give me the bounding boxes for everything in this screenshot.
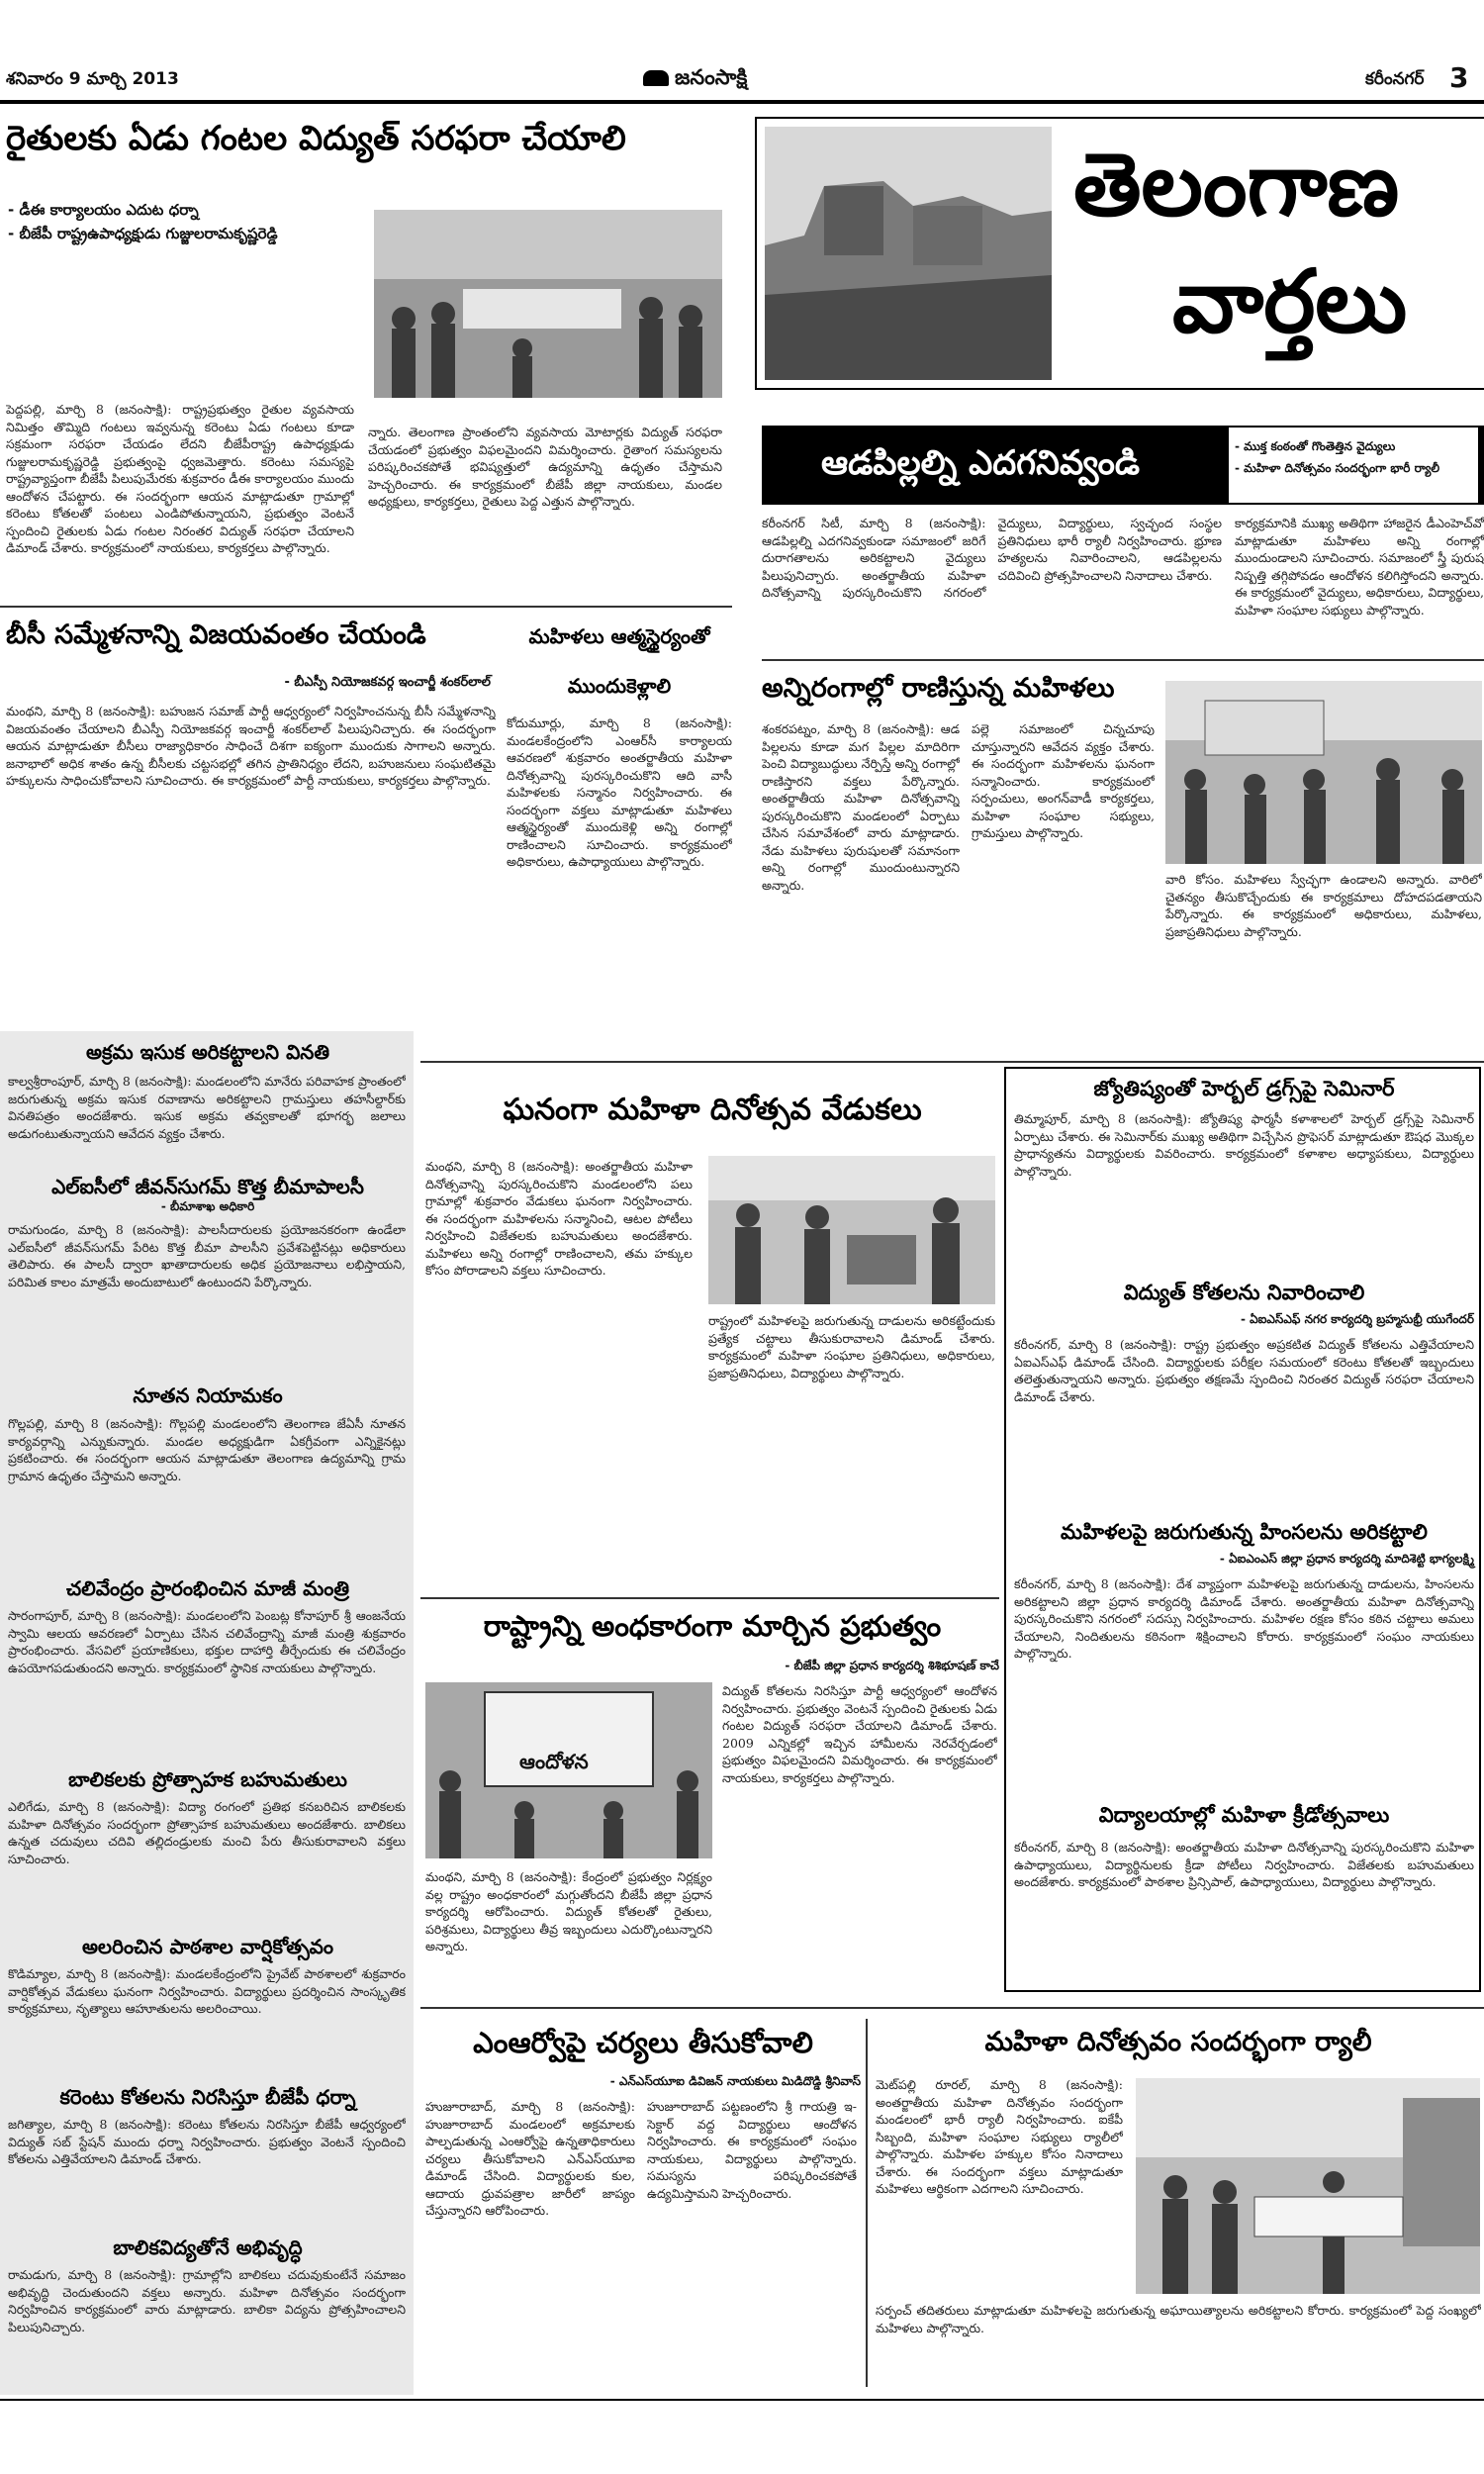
masthead-rule — [0, 100, 1484, 104]
divider — [420, 1597, 999, 1599]
paper-logo-icon — [643, 70, 669, 86]
power-supply-bullets — [8, 198, 374, 245]
girls-prize-headline: బాలికలకు ప్రోత్సాహక బహుమతులు — [68, 1767, 347, 1791]
appointment-body: గొల్లపల్లి, మార్చి 8 (జనంసాక్షి): గొల్లపల్లి మండలంలోని తెలంగాణ జేఏసీ నూతన కార్యవర్గాన్ని ఎన్నుకున్నారు. మండల అధ్యక్షుడిగా ఏకగ్రీవంగా ఎన్నికైనట్లు ప్రకటించారు. ఈ సందర్భంగా ఆయన మాట్లాడుతూ తెలంగాణ ఉద్యమాన్ని గ్రామ గ్రామాన ఉధృతం చేస్తామని అన్నారు. — [8, 1416, 406, 1483]
divider — [762, 659, 1484, 661]
power-supply-body-cont: న్నారు. తెలంగాణ ప్రాంతంలోని వ్యవసాయ మోటార్లకు విద్యుత్ సరఫరా చేయడంలో ప్రభుత్వం విఫలమైందని విమర్శించారు. రైతాంగ సమస్యలను పరిష్కరించకపోతే భవిష్యత్తులో ఉద్యమాన్ని ఉధృతం చేస్తామని హెచ్చరించారు. ఈ కార్యక్రమంలో బీజేపీ జిల్లా నాయకులు, మండల అధ్యక్షులు, కార్యకర్తలు, రైతులు పెద్ద ఎత్తున పాల్గొన్నారు. — [368, 425, 722, 509]
power-cuts-body: కరీంనగర్, మార్చి 8 (జనంసాక్షి): రాష్ట్ర ప్రభుత్వం అప్రకటిత విద్యుత్ కోతలను ఎత్తివేయాలని ఏఐఎస్ఎఫ్ డిమాండ్ చేసింది. విద్యార్థులకు పరీక్షల సమయంలో కరెంటు కోతలతో ఇబ్బందులు తలెత్తుతున్నాయని అన్నారు. ప్రభుత్వం తక్షణమే స్పందించి నిరంతర విద్యుత్ సరఫరా చేయాలని డిమాండ్ చేశారు. — [1014, 1337, 1474, 1404]
power-dharna-headline: కరెంటు కోతలను నిరసిస్తూ బీజేపీ ధర్నా — [59, 2085, 356, 2109]
divider — [420, 2007, 1484, 2009]
meeting-photo — [1165, 681, 1482, 864]
divider — [0, 606, 732, 608]
sports-body: కరీంనగర్, మార్చి 8 (జనంసాక్షి): అంతర్జాతీయ మహిళా దినోత్సవాన్ని పురస్కరించుకొని మహిళా ఉపాధ్యాయులు, విద్యార్థినులకు క్రీడా పోటీలు నిర్వహించారు. విజేతలకు బహుమతులు అందజేశారు. కార్యక్రమంలో పాఠశాల ప్రిన్సిపాల్, ఉపాధ్యాయులు, విద్యార్థులు పాల్గొన్నారు. — [1014, 1840, 1474, 1889]
power-supply-body: పెద్దపల్లి, మార్చి 8 (జనంసాక్షి): రాష్ట్రప్రభుత్వం రైతుల వ్యవసాయ నిమిత్తం తొమ్మిది గంటలు ఇవ్వనున్న కరెంటు ఏడు గంటలు కూడా సక్రమంగా సరఫరా చేయడం లేదని బీజేపీరాష్ట్ర ఉపాధ్యక్షుడు గుజ్జులరామకృష్ణరెడ్డి ప్రభుత్వంపై ధ్వజమెత్తారు. కరెంటు సమస్యపై రాష్ట్రవ్యాప్తంగా బీజేపీ పిలుపుమేరకు శుక్రవారం డీఈ కార్యాలయం ముందు ఆందోళన చేపట్టారు. ఈ సందర్భంగా ఆయన మాట్లాడుతూ గ్రామాల్లో కరెంటు కోతలతో పంటలు ఎండిపోతున్నాయని, ప్రభుత్వం వెంటనే స్పందించి రైతులకు ఏడు గంటల నిరంతర విద్యుత్ సరఫరా చేయాలని డిమాండ్ చేశారు. కార్యక్రమంలో నాయకులు, కార్యకర్తలు పాల్గొన్నారు. — [6, 402, 354, 555]
sports-headline: విద్యాలయాల్లో మహిళా క్రీడోత్సవాలు — [1098, 1803, 1390, 1827]
masthead — [0, 61, 1484, 101]
mro-body2: హుజూరాబాద్ పట్టణంలోని శ్రీ గాయత్రి ఇ-సెక్టార్ వద్ద విద్యార్థులు ఆందోళన నిర్వహించారు. ఈ కార్యక్రమంలో సంఘం నాయకులు, విద్యార్థులు పాల్గొన్నారు. సమస్యను పరిష్కరించకపోతే ఉద్యమిస్తామని హెచ్చరించారు. — [647, 2099, 857, 2201]
feature-banner — [755, 117, 1484, 390]
women-confidence-body: కోదుమూర్లు, మార్చి 8 (జనంసాక్షి): మండలకేంద్రంలోని ఎంఆర్‌సీ కార్యాలయ ఆవరణలో శుక్రవారం అంతర్జాతీయ మహిళా దినోత్సవాన్ని పురస్కరించుకొని ఆది వాసీ మహిళలకు సన్మానం నిర్వహించారు. ఈ సందర్భంగా వక్తలు మాట్లాడుతూ మహిళలు ఆత్మస్థైర్యంతో ముందుకెళ్లి అన్ని రంగాల్లో రాణించాలని సూచించారు. కార్యక్రమంలో అధికారులు, ఉపాధ్యాయులు పాల్గొన్నారు. — [507, 715, 732, 869]
save-girls-header — [762, 426, 1484, 505]
save-girls-headline: ఆడపిల్లల్ని ఎదగనివ్వండి — [821, 443, 1140, 483]
lic-byline: - బీమాశాఖ అధికారి — [160, 1199, 255, 1213]
bullet-line: - డీఈ కార్యాలయం ఎదుట ధర్నా — [8, 201, 199, 219]
rally-body: మెట్‌పల్లి రూరల్, మార్చి 8 (జనంసాక్షి): అంతర్జాతీయ మహిళా దినోత్సవం సందర్భంగా మండలంలో భారీ ర్యాలీ నిర్వహించారు. ఐకేపీ సిబ్బంది, మహిళా సంఘాల సభ్యులు ర్యాలీలో పాల్గొన్నారు. మహిళల హక్కుల కోసం నినాదాలు చేశారు. ఈ సందర్భంగా వక్తలు మాట్లాడుతూ మహిళలు ఆర్థికంగా ఎదగాలని సూచించారు. — [876, 2077, 1123, 2196]
masthead-paper-name: జనంసాక్షి — [643, 65, 747, 95]
school-anniv-headline: అలరించిన పాఠశాల వార్షికోత్సవం — [81, 1935, 334, 1958]
womens-day-body: మంథని, మార్చి 8 (జనంసాక్షి): అంతర్జాతీయ మహిళా దినోత్సవాన్ని పురస్కరించుకొని మండలంలోని పలు గ్రామాల్లో శుక్రవారం వేడుకలు ఘనంగా నిర్వహించారు. ఈ సందర్భంగా మహిళలను సన్మానించి, ఆటల పోటీలు నిర్వహించి విజేతలకు బహుమతులు అందజేశారు. మహిళలు అన్ని రంగాల్లో రాణించాలని, తమ హక్కుల కోసం పోరాడాలని వక్తలు సూచించారు. — [425, 1159, 693, 1278]
page-bottom-rule — [0, 2399, 1484, 2401]
bc-meeting-body: మంథని, మార్చి 8 (జనంసాక్షి): బహుజన సమాజ్ పార్టీ ఆధ్వర్యంలో నిర్వహించనున్న బీసీ సమ్మేళనాన్ని విజయవంతం చేయాలని బీఎస్పీ నియోజకవర్గ ఇంచార్జీ శంకర్‌లాల్ పిలుపునిచ్చారు. ఈ సందర్భంగా ఆయన మాట్లాడుతూ బీసీలు రాజ్యాధికారం సాధించే దిశగా ఐక్యంగా ముందుకు సాగాలని అన్నారు. జనాభాలో అధిక శాతం ఉన్న బీసీలకు చట్టసభల్లో తగిన ప్రాతినిధ్యం లేదని, బహుజనులు సంఘటితమై హక్కులను సాధించుకోవాలని సూచించారు. ఈ కార్యక్రమంలో పార్టీ నాయకులు, కార్యకర్తలు పాల్గొన్నారు. — [6, 704, 496, 788]
power-cuts-byline: - ఏఐఎస్ఎఫ్ నగర కార్యదర్శి బ్రహ్మసుభ్రీ యుగేందర్ — [1240, 1312, 1474, 1326]
save-girls-bullets — [1227, 426, 1480, 505]
mro-headline: ఎంఆర్వోపై చర్యలు తీసుకోవాలి — [473, 2026, 813, 2059]
bc-meeting-headline: బీసీ సమ్మేళనాన్ని విజయవంతం చేయండి — [6, 619, 426, 650]
rally-body2: సర్పంచ్ తదితరులు మాట్లాడుతూ మహిళలపై జరుగుతున్న అఘాయిత్యాలను అరికట్టాలని కోరారు. కార్యక్రమంలో పెద్ద సంఖ్యలో మహిళలు పాల్గొన్నారు. — [876, 2303, 1481, 2335]
bullet-line: - మహిళా దినోత్సవం సందర్భంగా భారీ ర్యాలీ — [1235, 461, 1440, 475]
appointment-headline: నూతన నియామకం — [133, 1383, 283, 1407]
violence-headline: మహిళలపై జరుగుతున్న హింసలను అరికట్టాలి — [1061, 1520, 1428, 1544]
sand-body: కాల్వశ్రీరాంపూర్, మార్చి 8 (జనంసాక్షి): మండలంలోని మానేరు పరివాహక ప్రాంతంలో జరుగుతున్న అక్రమ ఇసుక రవాణాను అరికట్టాలని గ్రామస్తులు తహసీల్దార్‌కు వినతిపత్రం అందజేశారు. ఇసుక అక్రమ తవ్వకాలతో భూగర్భ జలాలు అడుగంటుతున్నాయని ఆవేదన వ్యక్తం చేశారు. — [8, 1074, 406, 1141]
violence-body: కరీంనగర్, మార్చి 8 (జనంసాక్షి): దేశ వ్యాప్తంగా మహిళలపై జరుగుతున్న దాడులను, హింసలను అరికట్టాలని జిల్లా ప్రధాన కార్యదర్శి డిమాండ్ చేశారు. అంతర్జాతీయ మహిళా దినోత్సవాన్ని పురస్కరించుకొని నగరంలో సదస్సు నిర్వహించారు. మహిళల రక్షణ కోసం కఠిన చట్టాలు అమలు చేయాలని, నిందితులను కఠినంగా శిక్షించాలని కోరారు. కార్యక్రమంలో సంఘం నాయకులు పాల్గొన్నారు. — [1014, 1576, 1474, 1661]
power-cuts-headline: విద్యుత్ కోతలను నివారించాలి — [1123, 1281, 1365, 1304]
banner-title-line1: తెలంగాణ — [1073, 134, 1400, 236]
womens-day-headline: ఘనంగా మహిళా దినోత్సవ వేడుకలు — [503, 1093, 922, 1127]
lic-headline: ఎల్ఐసీలో జీవన్‌సుగమ్ కొత్త బీమాపాలసీ — [51, 1175, 364, 1198]
minister-body: సారంగాపూర్, మార్చి 8 (జనంసాక్షి): మండలంలోని పెంబట్ల కోనాపూర్ శ్రీ ఆంజనేయ స్వామి ఆలయ ఆవరణలో ఏర్పాటు చేసిన చలివేంద్రాన్ని మాజీ మంత్రి శుక్రవారం ప్రారంభించారు. వేసవిలో ప్రయాణికులు, భక్తుల దాహార్తి తీర్చేందుకు ఈ చలివేంద్రం ఉపయోగపడుతుందని అన్నారు. కార్యక్రమంలో స్థానిక నాయకులు పాల్గొన్నారు. — [8, 1608, 406, 1675]
girls-education-headline: బాలికవిద్యతోనే అభివృద్ధి — [113, 2236, 303, 2259]
darkness-byline: - బీజేపీ జిల్లా ప్రధాన కార్యదర్శి శిశిభూషణ్ కాచే — [785, 1659, 999, 1672]
bullet-line: - బీజేపీ రాష్ట్రఉపాధ్యక్షుడు గుజ్జులరామకృష్ణరెడ్డి — [8, 225, 278, 242]
darkness-body2: విద్యుత్ కోతలను నిరసిస్తూ పార్టీ ఆధ్వర్యంలో ఆందోళన నిర్వహించారు. ప్రభుత్వం వెంటనే స్పందించి రైతులకు ఏడు గంటల విద్యుత్ సరఫరా చేయాలని డిమాండ్ చేశారు. 2009 ఎన్నికల్లో ఇచ్చిన హామీలను నెరవేర్చడంలో ప్రభుత్వం విఫలమైందని విమర్శించారు. ఈ కార్యక్రమంలో నాయకులు, కార్యకర్తలు పాల్గొన్నారు. — [722, 1683, 997, 1785]
violence-byline: - ఏఐఎంఎస్ జిల్లా ప్రధాన కార్యదర్శి మాదిశెట్టి భాగ్యలక్ష్మి — [1219, 1552, 1474, 1566]
column-divider — [866, 2019, 868, 2387]
darkness-banner-text: ఆందోళన — [519, 1750, 589, 1773]
women-excel-headline: అన్నిరంగాల్లో రాణిస్తున్న మహిళలు — [762, 673, 1115, 704]
darkness-body: మంథని, మార్చి 8 (జనంసాక్షి): కేంద్రంలో ప్రభుత్వం నిర్లక్ష్యం వల్ల రాష్ట్రం అంధకారంలో మగ్గుతోందని బీజేపీ జిల్లా ప్రధాన కార్యదర్శి ఆరోపించారు. విద్యుత్ కోతలతో రైతులు, పరిశ్రమలు, విద్యార్థులు తీవ్ర ఇబ్బందులు ఎదుర్కొంటున్నారని అన్నారు. — [425, 1869, 712, 1953]
women-confidence-headline: మహిళలు ఆత్మస్థైర్యంతో ముందుకెళ్లాలి — [528, 624, 710, 698]
women-excel-body2: పల్లె సమాజంలో చిన్నచూపు చూస్తున్నారని ఆవేదన వ్యక్తం చేశారు. ఈ సందర్భంగా మహిళలను ఘనంగా సన్మానించారు. కార్యక్రమంలో సర్పంచులు, అంగన్‌వాడీ కార్యకర్తలు, మహిళా సంఘాల సభ్యులు, గ్రామస్తులు పాల్గొన్నారు. — [972, 721, 1155, 840]
sand-headline: అక్రమ ఇసుక అరికట్టాలని వినతి — [86, 1040, 329, 1064]
darkness-photo — [425, 1682, 712, 1858]
banner-title-line2: వార్తలు — [1172, 250, 1408, 352]
women-excel-body3: వారి కోసం. మహిళలు స్వేచ్ఛగా ఉండాలని అన్నారు. వారిలో చైతన్యం తీసుకొచ్చేందుకు ఈ కార్యక్రమాలు దోహదపడతాయని పేర్కొన్నారు. ఈ కార్యక్రమంలో అధికారులు, మహిళలు, ప్రజాప్రతినిధులు పాల్గొన్నారు. — [1165, 872, 1482, 939]
rally-photo — [1136, 2078, 1480, 2294]
lic-body: రామగుండం, మార్చి 8 (జనంసాక్షి): పాలసీదారులకు ప్రయోజనకరంగా ఉండేలా ఎల్ఐసీలో జీవన్‌సుగమ్ పేరిట కొత్త బీమా పాలసీని ప్రవేశపెట్టినట్లు అధికారులు తెలిపారు. ఈ పాలసీ ద్వారా ఖాతాదారులకు అధిక ప్రయోజనాలు లభిస్తాయని, పరిమిత కాలం మాత్రమే అందుబాటులో ఉంటుందని పేర్కొన్నారు. — [8, 1222, 406, 1289]
save-girls-body: కరీంనగర్ సిటీ, మార్చి 8 (జనంసాక్షి): ఆడపిల్లల్ని ఎదగనివ్వకుండా సమాజంలో జరిగే దురాగతాలను అరికట్టాలని వైద్యులు పిలుపునిచ్చారు. అంతర్జాతీయ మహిళా దినోత్సవాన్ని పురస్కరించుకొని నగరంలో వైద్యులు, విద్యార్థులు, స్వచ్ఛంద సంస్థల ప్రతినిధులు భారీ ర్యాలీ నిర్వహించారు. భ్రూణ హత్యలను నివారించాలని, ఆడపిల్లలను చదివించి ప్రోత్సహించాలని నినాదాలు చేశారు. — [762, 516, 1222, 600]
dharna-photo — [374, 210, 722, 398]
divider — [420, 1061, 1484, 1063]
women-excel-body: శంకరపట్నం, మార్చి 8 (జనంసాక్షి): ఆడ పిల్లలను కూడా మగ పిల్లల మాదిరిగా పెంచి విద్యాబుద్ధులు నేర్పిస్తే అన్ని రంగాల్లో రాణిస్తారని వక్తలు పేర్కొన్నారు. అంతర్జాతీయ మహిళా దినోత్సవాన్ని పురస్కరించుకొని మండలంలో ఏర్పాటు చేసిన సమావేశంలో వారు మాట్లాడారు. నేడు మహిళలు పురుషులతో సమానంగా అన్ని రంగాల్లో ముందుంటున్నారని అన్నారు. — [762, 721, 960, 893]
mro-byline: - ఎన్ఎస్‌యూఐ డివిజన్ నాయకులు మిడిదొడ్డి శ్రీనివాస్ — [609, 2074, 861, 2088]
power-dharna-body: జగిత్యాల, మార్చి 8 (జనంసాక్షి): కరెంటు కోతలను నిరసిస్తూ బీజేపీ ఆధ్వర్యంలో విద్యుత్ సబ్ స్టేషన్ ముందు ధర్నా నిర్వహించారు. ప్రభుత్వం వెంటనే స్పందించి కోతలను ఎత్తివేయాలని డిమాండ్ చేశారు. — [8, 2117, 406, 2166]
astrology-body: తిమ్మాపూర్, మార్చి 8 (జనంసాక్షి): జ్యోతిష్య ఫార్మసీ కళాశాలలో హెర్బల్ డ్రగ్స్‌పై సెమినార్ ఏర్పాటు చేశారు. ఈ సెమినార్‌కు ముఖ్య అతిథిగా విచ్చేసిన ప్రొఫెసర్ మాట్లాడుతూ ఔషధ మొక్కల ప్రాధాన్యతను విద్యార్థులకు వివరించారు. కార్యక్రమంలో కళాశాల అధ్యాపకులు, విద్యార్థులు పాల్గొన్నారు. — [1014, 1111, 1474, 1179]
masthead-edition: కరీంనగర్ — [1365, 69, 1425, 89]
rally-headline: మహిళా దినోత్సవం సందర్భంగా ర్యాలీ — [984, 2027, 1372, 2057]
power-supply-headline: రైతులకు ఏడు గంటల విద్యుత్ సరఫరా చేయాలి — [6, 119, 626, 158]
astrology-headline: జ్యోతిష్యంతో హెర్బల్ డ్రగ్స్‌పై సెమినార్ — [1093, 1077, 1395, 1100]
girls-education-body: రామడుగు, మార్చి 8 (జనంసాక్షి): గ్రామాల్లోని బాలికలు చదువుకుంటేనే సమాజం అభివృద్ధి చెందుతుందని వక్తలు అన్నారు. మహిళా దినోత్సవం సందర్భంగా నిర్వహించిన కార్యక్రమంలో వారు మాట్లాడారు. బాలికా విద్యను ప్రోత్సహించాలని పిలుపునిచ్చారు. — [8, 2267, 406, 2334]
womens-day-photo — [708, 1156, 995, 1304]
bc-meeting-byline: - బీఎస్పీ నియోజకవర్గ ఇంచార్జీ శంకర్‌లాల్ — [284, 675, 491, 690]
page-number: 3 — [1449, 61, 1469, 94]
fort-photo — [765, 127, 1052, 380]
minister-headline: చలివేంద్రం ప్రారంభించిన మాజీ మంత్రి — [65, 1576, 350, 1600]
masthead-date: శనివారం 9 మార్చి 2013 — [6, 69, 179, 89]
mro-body: హుజూరాబాద్, మార్చి 8 (జనంసాక్షి): హుజూరాబాద్ మండలంలో అక్రమాలకు పాల్పడుతున్న ఎంఆర్వోపై ఉన్నతాధికారులు చర్యలు తీసుకోవాలని ఎన్ఎస్‌యూఐ డిమాండ్ చేసింది. విద్యార్థులకు కుల, ఆదాయ ధ్రువపత్రాల జారీలో జాప్యం చేస్తున్నారని ఆరోపించారు. — [425, 2099, 635, 2218]
womens-day-body2: రాష్ట్రంలో మహిళలపై జరుగుతున్న దాడులను అరికట్టేందుకు ప్రత్యేక చట్టాలు తీసుకురావాలని డిమాండ్ చేశారు. కార్యక్రమంలో మహిళా సంఘాల ప్రతినిధులు, అధికారులు, ప్రజాప్రతినిధులు, విద్యార్థులు పాల్గొన్నారు. — [708, 1313, 995, 1380]
girls-prize-body: ఎలిగేడు, మార్చి 8 (జనంసాక్షి): విద్యా రంగంలో ప్రతిభ కనబరిచిన బాలికలకు మహిళా దినోత్సవం సందర్భంగా ప్రోత్సాహక బహుమతులు అందజేశారు. బాలికలు ఉన్నత చదువులు చదివి తల్లిదండ్రులకు మంచి పేరు తీసుకురావాలని వక్తలు సూచించారు. — [8, 1799, 406, 1866]
bullet-line: - ముక్త కంఠంతో గొంతెత్తిన వైద్యులు — [1235, 439, 1396, 453]
save-girls-body2: కార్యక్రమానికి ముఖ్య అతిథిగా హాజరైన డీఎంహెచ్‌వో మాట్లాడుతూ మహిళలు అన్ని రంగాల్లో ముందుండాలని సూచించారు. సమాజంలో స్త్రీ పురుష నిష్పత్తి తగ్గిపోవడం ఆందోళన కలిగిస్తోందని అన్నారు. ఈ కార్యక్రమంలో వైద్యులు, అధికారులు, విద్యార్థులు, మహిళా సంఘాల సభ్యులు పాల్గొన్నారు. — [1235, 516, 1484, 618]
school-anniv-body: కొడిమ్యాల, మార్చి 8 (జనంసాక్షి): మండలకేంద్రంలోని ప్రైవేట్ పాఠశాలలో శుక్రవారం వార్షికోత్సవ వేడుకలు ఘనంగా నిర్వహించారు. విద్యార్థులు ప్రదర్శించిన సాంస్కృతిక కార్యక్రమాలు, నృత్యాలు ఆహూతులను అలరించాయి. — [8, 1966, 406, 2016]
darkness-headline: రాష్ట్రాన్ని అంధకారంగా మార్చిన ప్రభుత్వం — [483, 1609, 942, 1643]
